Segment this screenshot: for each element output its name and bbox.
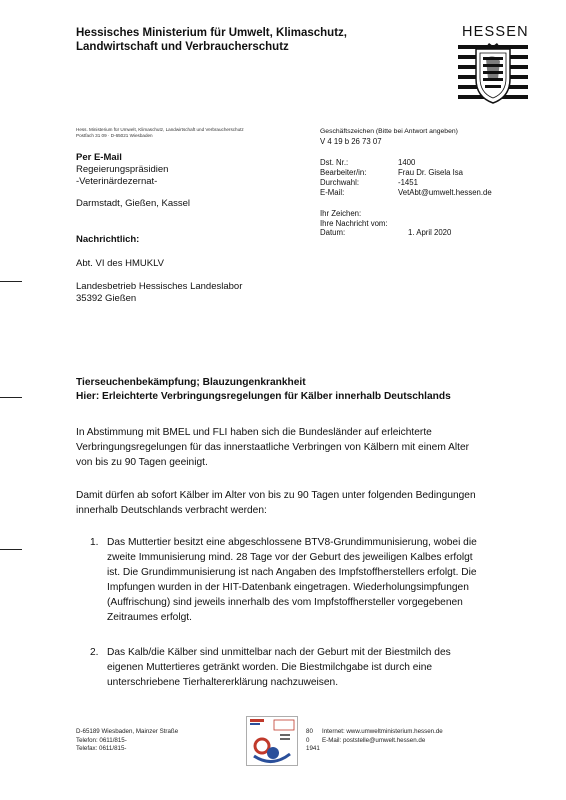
subject xyxy=(76,376,451,404)
list-item-line: Das Kalb/die Kälber sind unmittelbar nach der Geburt mit der Biestmilch des xyxy=(107,647,451,658)
list-item xyxy=(90,535,520,630)
list-item-line: zweite Immunisierung mind. 28 Tage vor der Geburt des jeweiligen Kalbes erfolgt xyxy=(107,552,473,563)
cc-heading: Nachrichtlich: xyxy=(76,234,140,245)
list-item-line: Impfungen wurden in der HIT-Datenbank eingetragen. Wiederholungsimpfungen xyxy=(107,582,469,593)
list-item-line: eigenen Muttertieres getränkt worden. Die Biestmilchgabe ist durch eine xyxy=(107,662,433,673)
recipient-line2: -Veterinärdezernat- xyxy=(76,176,158,187)
footer-address xyxy=(76,728,178,754)
list-item-text xyxy=(107,645,451,690)
footer-telefax: Telefax: 0611/815- xyxy=(76,745,127,752)
hessen-crest-icon xyxy=(458,43,528,107)
dst-label: Dst. Nr.: xyxy=(320,158,349,167)
delivery-mode: Per E-Mail xyxy=(76,152,122,163)
family-friendly-seal-icon xyxy=(246,716,298,766)
paragraph-line: Damit dürfen ab sofort Kälber im Alter von bis zu 90 Tagen unter folgenden Bedingungen xyxy=(76,490,476,501)
ministry-name-line1: Hessisches Ministerium für Umwelt, Klimaschutz, xyxy=(76,27,347,39)
sender-return-line1: Hess. Ministerium für Umwelt, Klimaschutz, Landwirtschaft und Verbraucherschutz xyxy=(76,127,244,132)
footer-internet[interactable]: Internet: www.umweltministerium.hessen.de xyxy=(322,728,443,735)
list-item-number: 2. xyxy=(90,647,99,658)
fold-mark xyxy=(0,549,22,550)
footer-number: 1941 xyxy=(306,745,320,752)
subject-line2: Hier: Erleichterte Verbringungsregelungen für Kälber innerhalb Deutschlands xyxy=(76,391,451,402)
paragraph-line: In Abstimmung mit BMEL und FLI haben sich die Bundesländer auf erleichterte xyxy=(76,427,432,438)
bearbeiter-value: Frau Dr. Gisela Isa xyxy=(398,168,463,177)
recipient-line1: Regeierungspräsidien xyxy=(76,164,169,175)
paragraph-2 xyxy=(76,488,516,518)
cc-landesbetrieb-line1: Landesbetrieb Hessisches Landeslabor xyxy=(76,281,243,292)
datum-label: Datum: xyxy=(320,228,346,237)
aktenzeichen-label: Geschäftszeichen (Bitte bei Antwort angeben) xyxy=(320,128,458,135)
footer-telefon: Telefon: 0611/815- xyxy=(76,736,127,744)
footer-numbers xyxy=(306,728,320,754)
footer-address-line: D-65189 Wiesbaden, Mainzer Straße xyxy=(76,728,179,735)
list-item-line: ist. Die Grundimmunisierung ist nach Angaben des Impfstoffherstellers erfolgt. Die xyxy=(107,567,477,578)
footer-email[interactable]: E-Mail: poststelle@umwelt.hessen.de xyxy=(322,736,426,744)
punch-mark xyxy=(0,397,22,398)
sender-return-line2: Postfach 31 09 · D-65021 Wiesbaden xyxy=(76,133,153,138)
ministry-name xyxy=(76,26,376,54)
recipient-cities: Darmstadt, Gießen, Kassel xyxy=(76,198,191,209)
bearbeiter-label: Bearbeiter/in: xyxy=(320,168,367,177)
paragraph-line: von bis zu 90 Tagen geeinigt. xyxy=(76,457,208,468)
list-item-text xyxy=(107,535,477,625)
list-item-line: Zeitraumes erfolgt. xyxy=(107,612,192,623)
dst-value: 1400 xyxy=(398,158,416,167)
recipient-block xyxy=(76,152,168,188)
footer-number: 80 xyxy=(306,728,313,735)
ministry-name-line2: Landwirtschaft und Verbraucherschutz xyxy=(76,41,289,53)
durchwahl-value: -1451 xyxy=(398,178,418,187)
footer-contact xyxy=(322,728,443,745)
datum-value: 1. April 2020 xyxy=(408,228,452,237)
email-value: VetAbt@umwelt.hessen.de xyxy=(398,188,492,197)
list-item-line: (Auffrischung) sind jeweils innerhalb des vom Impfstoffhersteller vorgegebenen xyxy=(107,597,463,608)
fold-mark xyxy=(0,281,22,282)
list-item xyxy=(90,645,520,695)
list-item-line: Das Muttertier besitzt eine abgeschlossene BTV8-Grundimmunisierung, wobei die xyxy=(107,537,477,548)
ihre-nachricht-label: Ihre Nachricht vom: xyxy=(320,219,388,228)
paragraph-1 xyxy=(76,425,516,470)
hessen-wordmark: HESSEN xyxy=(462,24,529,40)
date-row xyxy=(320,228,451,237)
email-label: E-Mail: xyxy=(320,188,345,197)
ihr-zeichen-label: Ihr Zeichen: xyxy=(320,209,362,218)
list-item-number: 1. xyxy=(90,537,99,548)
paragraph-line: innerhalb Deutschlands verbracht werden: xyxy=(76,505,267,516)
subject-line1: Tierseuchenbekämpfung; Blauzungenkrankheit xyxy=(76,377,306,388)
reference-info-block xyxy=(320,127,492,229)
footer-number: 0 xyxy=(306,736,310,744)
durchwahl-label: Durchwahl: xyxy=(320,178,359,187)
cc-landesbetrieb-line2: 35392 Gießen xyxy=(76,293,137,304)
sender-return-address xyxy=(76,127,316,139)
cc-abt: Abt. VI des HMUKLV xyxy=(76,258,164,269)
cc-landesbetrieb xyxy=(76,281,242,305)
paragraph-line: Verbringungsregelungen für das innerstaatliche Verbringen von Kälbern mit einem Alter xyxy=(76,442,470,453)
list-item-line: unterschriebene Tierhaltererklärung nachzuweisen. xyxy=(107,677,339,688)
aktenzeichen-value: V 4 19 b 26 73 07 xyxy=(320,137,382,146)
